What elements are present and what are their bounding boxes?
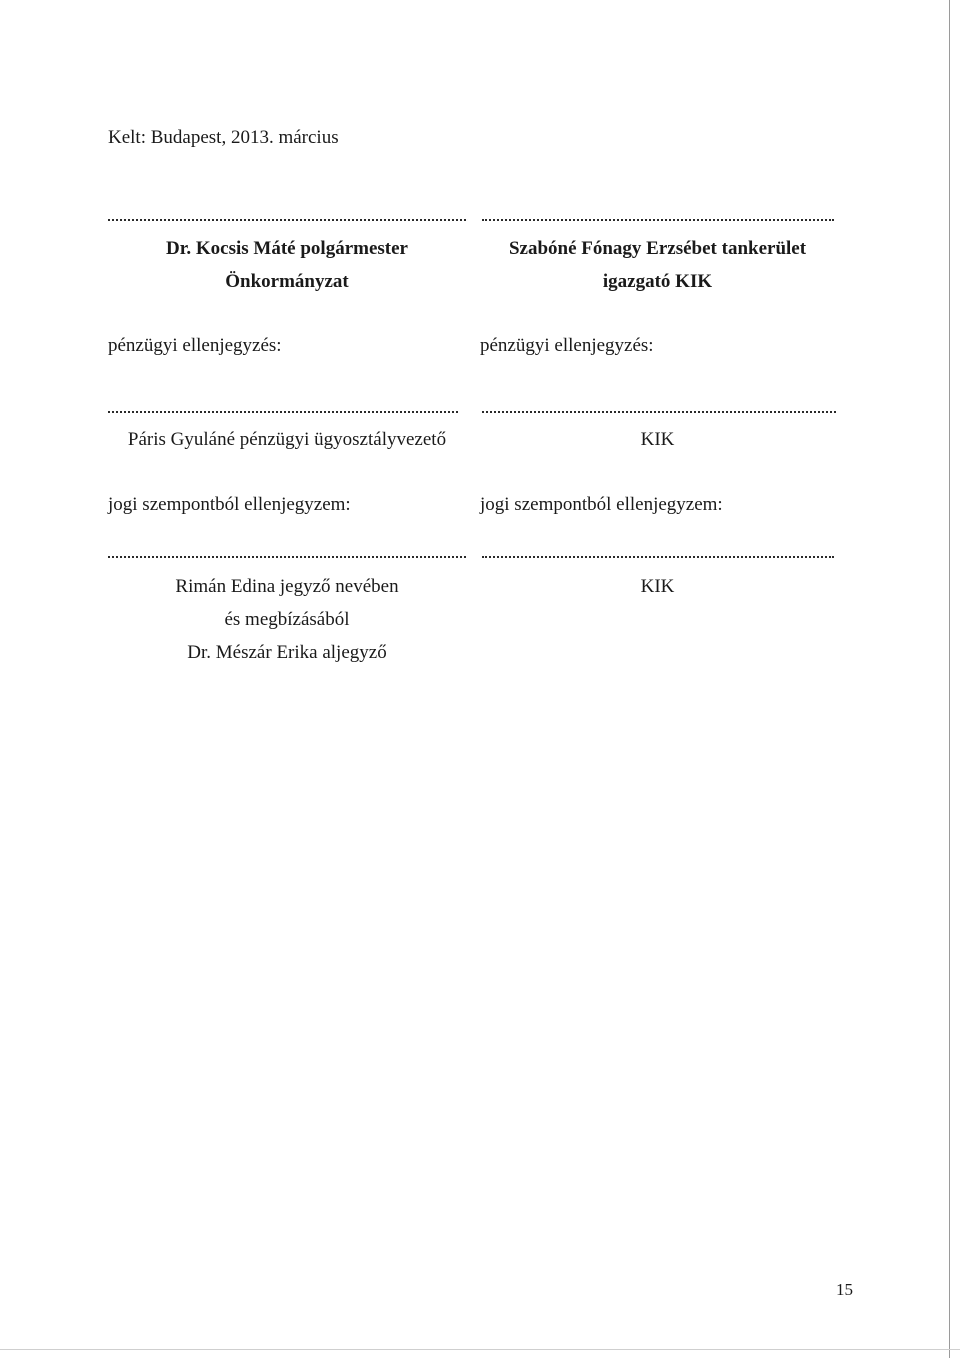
date-line: Kelt: Budapest, 2013. március [108,127,339,148]
scan-edge-right [949,0,950,1358]
signature-line-director [482,219,834,221]
scan-edge-bottom [0,1349,960,1350]
director-role: igazgató KIK [602,271,713,292]
legal-signer-left-line2: és megbízásából [224,609,350,630]
mayor-org: Önkormányzat [225,271,349,292]
signature-line-financial-right [482,411,836,413]
signature-line-legal-left [108,556,466,558]
financial-label-right: pénzügyi ellenjegyzés: [480,335,654,356]
page-number: 15 [836,1280,853,1299]
financial-label-left: pénzügyi ellenjegyzés: [108,335,282,356]
signature-line-financial-left [108,411,458,413]
legal-signer-right: KIK [640,576,675,597]
signature-line-mayor [108,219,466,221]
legal-label-right: jogi szempontból ellenjegyzem: [480,494,723,515]
mayor-name: Dr. Kocsis Máté polgármester [165,238,408,259]
legal-signer-left-line3: Dr. Mészár Erika aljegyző [187,642,387,663]
financial-signer-right: KIK [640,429,675,450]
signature-line-legal-right [482,556,834,558]
director-name: Szabóné Fónagy Erzsébet tankerület [508,238,807,259]
financial-signer-left: Páris Gyuláné pénzügyi ügyosztályvezető [127,429,447,450]
legal-label-left: jogi szempontból ellenjegyzem: [108,494,351,515]
legal-signer-left-line1: Rimán Edina jegyző nevében [175,576,399,597]
